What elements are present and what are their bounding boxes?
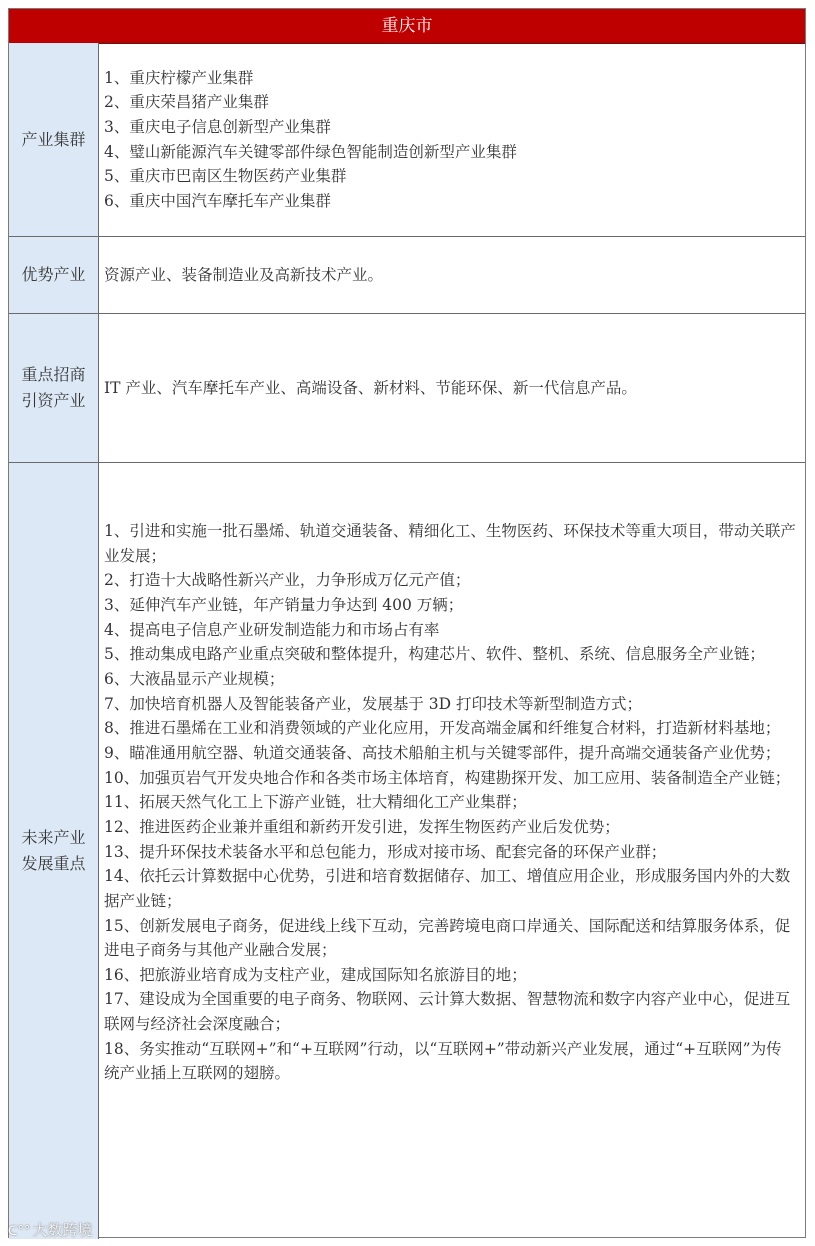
list-item: 5、重庆市巴南区生物医药产业集群 [104,167,347,186]
row-content: 资源产业、装备制造业及高新技术产业。 [104,265,384,284]
row-label: 产业集群 [9,43,99,236]
industry-table [8,8,806,1238]
list-item: 3、重庆电子信息创新型产业集群 [104,117,331,136]
watermark-text: 大数跨境 [32,1221,93,1239]
list-item: 11、拓展天然气化工上下游产业链，壮大精细化工产业集群； [104,793,527,812]
list-item: 15、创新发展电子商务，促进线上线下互动，完善跨境电商口岸通关、国际配送和结算服务体系，促进电子商务与其他产业融合发展； [104,916,791,960]
future-focus-list [104,519,797,1086]
list-item: 2、重庆荣昌猪产业集群 [104,93,269,112]
row-label-line: 发展重点 [21,854,86,873]
row-industry-clusters [9,43,805,237]
cluster-list [104,66,517,214]
list-item: 5、推动集成电路产业重点突破和整体提升，构建芯片、软件、整机、系统、信息服务全产业链； [104,645,765,664]
row-future-focus [9,463,805,1239]
table-header-city: 重庆市 [9,9,805,44]
row-label [9,314,99,462]
list-item: 9、瞄准通用航空器、轨道交通装备、高技术船舶主机与关键零部件，提升高端交通装备产业优势； [104,743,781,762]
list-item: 7、加快培育机器人及智能装备产业，发展基于 3D 打印技术等新型制造方式； [104,694,643,713]
row-content [100,463,805,1239]
list-item: 1、重庆柠檬产业集群 [104,68,254,87]
paw-logo-icon: ᑕ°° [8,1224,31,1239]
list-item: 17、建设成为全国重要的电子商务、物联网、云计算大数据、智慧物流和数字内容产业中心，促进互联网与经济社会深度融合； [104,990,791,1034]
row-label: 优势产业 [9,237,99,313]
row-content [100,43,805,236]
list-item: 6、大液晶显示产业规模； [104,669,285,688]
list-item: 6、重庆中国汽车摩托车产业集群 [104,191,331,210]
row-content: IT 产业、汽车摩托车产业、高端设备、新材料、节能环保、新一代信息产品。 [104,378,637,397]
watermark [8,1219,93,1240]
list-item: 2、打造十大战略性新兴产业，力争形成万亿元产值； [104,571,471,590]
list-item: 13、提升环保技术装备水平和总包能力，形成对接市场、配套完备的环保产业群； [104,842,667,861]
row-investment-focus [9,314,805,463]
list-item: 10、加强页岩气开发央地合作和各类市场主体培育，构建勘探开发、加工应用、装备制造全产业链； [104,768,791,787]
list-item: 14、依托云计算数据中心优势，引进和培育数据储存、加工、增值应用企业，形成服务国内外的大数据产业链； [104,867,791,910]
row-advantage-industries [9,237,805,314]
row-label [9,463,99,1239]
list-item: 4、璧山新能源汽车关键零部件绿色智能制造创新型产业集群 [104,142,517,161]
list-item: 12、推进医药企业兼并重组和新药开发引进，发挥生物医药产业后发优势； [104,817,620,836]
list-item: 8、推进石墨烯在工业和消费领域的产业化应用，开发高端金属和纤维复合材料，打造新材料基地； [104,719,781,738]
list-item: 18、务实推动“互联网+”和“+互联网”行动，以“互联网+”带动新兴产业发展，通过“+互联网”为传统产业插上互联网的翅膀。 [104,1039,782,1083]
list-item: 3、延伸汽车产业链，年产销量力争达到 400 万辆； [104,595,464,614]
list-item: 16、把旅游业培育成为支柱产业，建成国际知名旅游目的地； [104,965,527,984]
row-label-line: 未来产业 [21,828,86,847]
row-label-line: 引资产业 [21,391,86,410]
list-item: 4、提高电子信息产业研发制造能力和市场占有率 [104,620,440,639]
row-label-line: 重点招商 [21,365,86,384]
list-item: 1、引进和实施一批石墨烯、轨道交通装备、精细化工、生物医药、环保技术等重大项目，带动关联产业发展； [104,522,796,565]
